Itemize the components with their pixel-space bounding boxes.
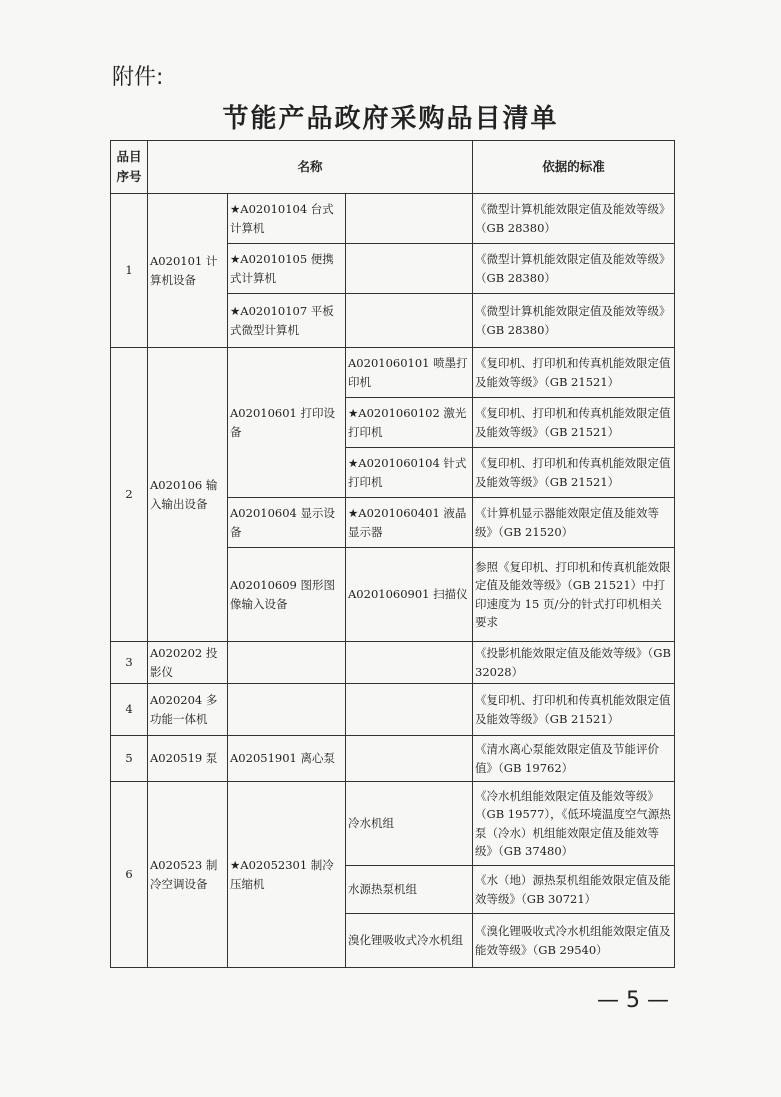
table-row [111, 736, 675, 782]
row-subitem: ★A0201060102 激光打印机 [346, 398, 473, 448]
row-standard: 《微型计算机能效限定值及能效等级》（GB 28380） [473, 194, 675, 244]
row-seq: 3 [111, 642, 148, 684]
row-seq: 6 [111, 782, 148, 968]
row-category: A020202 投影仪 [148, 642, 228, 684]
row-subitem: A0201060901 扫描仪 [346, 548, 473, 642]
row-subitem [346, 244, 473, 294]
table-row [111, 642, 675, 684]
row-subitem [346, 736, 473, 782]
row-standard: 《溴化锂吸收式冷水机组能效限定值及能效等级》（GB 29540） [473, 914, 675, 968]
page-title: 节能产品政府采购品目清单 [222, 104, 559, 134]
table-row [111, 194, 675, 244]
row-subitem: A0201060101 喷墨打印机 [346, 348, 473, 398]
table-row [111, 348, 675, 398]
row-seq: 5 [111, 736, 148, 782]
row-item: A02010601 打印设备 [228, 348, 346, 498]
row-subitem [346, 684, 473, 736]
product-table [110, 140, 675, 968]
row-standard: 《水（地）源热泵机组能效限定值及能效等级》（GB 30721） [473, 866, 675, 914]
row-standard: 《清水离心泵能效限定值及节能评价值》（GB 19762） [473, 736, 675, 782]
row-category: A020523 制冷空调设备 [148, 782, 228, 968]
row-subitem: ★A0201060401 液晶显示器 [346, 498, 473, 548]
row-seq: 4 [111, 684, 148, 736]
row-item [228, 642, 346, 684]
row-item: A02051901 离心泵 [228, 736, 346, 782]
row-subitem [346, 294, 473, 348]
row-item: ★A02010104 台式计算机 [228, 194, 346, 244]
row-item: A02010604 显示设备 [228, 498, 346, 548]
row-category: A020519 泵 [148, 736, 228, 782]
row-item: A02010609 图形图像输入设备 [228, 548, 346, 642]
row-standard: 《投影机能效限定值及能效等级》（GB 32028） [473, 642, 675, 684]
row-subitem: ★A0201060104 针式打印机 [346, 448, 473, 498]
row-standard: 《复印机、打印机和传真机能效限定值及能效等级》（GB 21521） [473, 398, 675, 448]
row-category: A020106 输入输出设备 [148, 348, 228, 642]
row-subitem: 冷水机组 [346, 782, 473, 866]
row-subitem: 溴化锂吸收式冷水机组 [346, 914, 473, 968]
row-item: ★A02010107 平板式微型计算机 [228, 294, 346, 348]
row-standard: 《复印机、打印机和传真机能效限定值及能效等级》（GB 21521） [473, 684, 675, 736]
row-subitem [346, 194, 473, 244]
row-seq: 1 [111, 194, 148, 348]
row-category: A020101 计算机设备 [148, 194, 228, 348]
header-name: 名称 [148, 141, 473, 194]
row-standard: 参照《复印机、打印机和传真机能效限定值及能效等级》（GB 21521）中打印速度为 15 页/分的针式打印机相关要求 [473, 548, 675, 642]
row-standard: 《复印机、打印机和传真机能效限定值及能效等级》（GB 21521） [473, 448, 675, 498]
table-row [111, 782, 675, 866]
row-item: ★A02010105 便携式计算机 [228, 244, 346, 294]
row-subitem: 水源热泵机组 [346, 866, 473, 914]
row-standard: 《微型计算机能效限定值及能效等级》（GB 28380） [473, 244, 675, 294]
row-item: ★A02052301 制冷压缩机 [228, 782, 346, 968]
row-standard: 《微型计算机能效限定值及能效等级》（GB 28380） [473, 294, 675, 348]
row-seq: 2 [111, 348, 148, 642]
row-standard: 《计算机显示器能效限定值及能效等级》（GB 21520） [473, 498, 675, 548]
attachment-label: 附件: [112, 65, 164, 90]
header-seq: 品目序号 [111, 141, 148, 194]
row-category: A020204 多功能一体机 [148, 684, 228, 736]
row-standard: 《冷水机组能效限定值及能效等级》（GB 19577），《低环境温度空气源热泵（冷水）机组能效限定值及能效等级》（GB 37480） [473, 782, 675, 866]
page-number: — 5 — [597, 988, 669, 1013]
table-header-row [111, 141, 675, 194]
row-subitem [346, 642, 473, 684]
table-row [111, 684, 675, 736]
header-standard: 依据的标准 [473, 141, 675, 194]
row-item [228, 684, 346, 736]
row-standard: 《复印机、打印机和传真机能效限定值及能效等级》（GB 21521） [473, 348, 675, 398]
